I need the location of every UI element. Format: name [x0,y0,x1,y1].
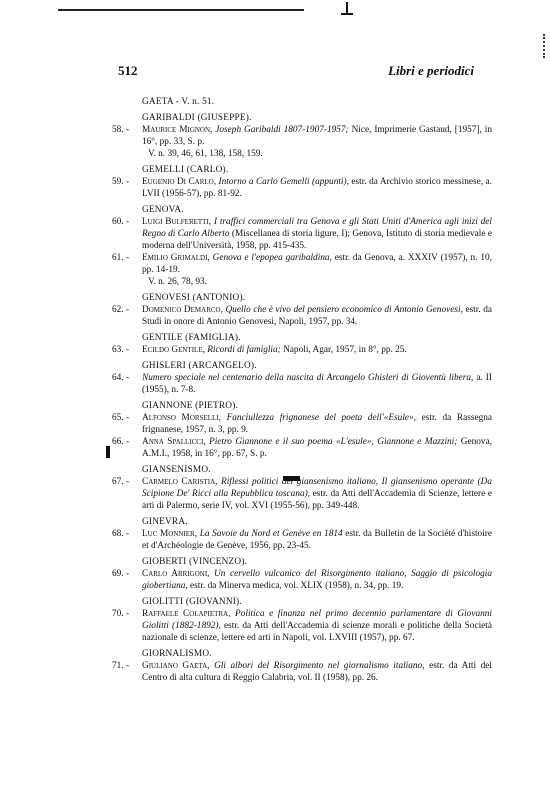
bibliography-entry [112,568,492,592]
entry-number: 62. - [112,305,130,315]
subject-heading: GIOBERTI (VINCENZO). [142,557,248,567]
entry-number: 64. - [112,373,130,383]
bibliography-entry [112,176,492,200]
entry-number: 68. - [112,529,130,539]
page-number: 512 [118,63,138,78]
bibliography-entry [112,436,492,460]
entry-details: estr. da Genova, a. XXXIV (1957), n. 10, pp. 14-19. [142,253,493,275]
subject-heading: GIORNALISMO. [142,649,212,659]
entry-title: Quello che è vivo del pensiero economico di Antonio Genovesi, [225,305,463,315]
entry-number: 58. - [112,125,130,135]
entry-details: (Miscellanea di storia ligure, I); Genova, Istituto di storia medievale e moderna dell'Università, 1958, pp. 415-435. [142,229,493,251]
entry-author: Eugenio Di Carlo, [142,177,217,187]
subject-heading: GEMELLI (CARLO). [142,165,229,175]
entry-details: Nice, Imprimerie Gastaud, [1957], in 16°, pp. 33, S. p. [142,125,492,147]
entry-author: Maurice Mignon, [142,125,213,135]
entry-number: 65. - [112,413,130,423]
subject-heading: GAETA - V. n. 51. [142,97,215,107]
top-rule [58,9,304,11]
entry-details: estr. da Minerva medica, vol. XLIX (1958), n. 34, pp. 19. [190,581,404,591]
subject-heading: GENTILE (FAMIGLIA). [142,333,241,343]
entry-details: estr. da Studi in onore di Antonio Genovesi, Napoli, 1957, pp. 34. [142,305,492,327]
entry-author: Alfonso Morselli, [142,413,221,423]
entry-number: 71. - [112,661,130,671]
entry-title: Gli albori del Risorgimento nel giornalismo italiano, [214,661,425,671]
entry-title: Numero speciale nel centenario della nascita di Arcangelo Ghisleri di Gioventù libera, [142,373,474,383]
entry-author: Raffaele Colapietra, [142,609,231,619]
entry-author: Domenico Demarco, [142,305,223,315]
bibliography-entry [112,528,492,552]
entry-title: I traffici commerciali tra Genova e gli Stati Uniti d'America agli inizi del Regno di Carlo Alberto [142,217,492,239]
entry-title: Intorno a Carlo Gemelli (appunti), [218,177,349,187]
bibliography-list [112,96,492,684]
entry-number: 59. - [112,177,130,187]
bibliography-entry [112,304,492,328]
subject-heading: GENOVA. [142,205,184,215]
cross-reference: V. n. 39, 46, 61, 138, 158, 159. [148,149,263,159]
entry-author: Ecildo Gentile, [142,345,205,355]
entry-details: estr. da Atti dell'Accademia di Scienze, lettere e arti di Palermo, serie IV, vol. XVI (1955-56), pp. 349-448. [142,489,492,511]
bibliography-entry [112,216,492,252]
entry-title: Ricordi di famiglia; [207,345,281,355]
bibliography-entry [112,344,492,356]
entry-number: 66. - [112,437,130,447]
entry-title: Fanciullezza frignanese del poeta dell'«Esule», [226,413,417,423]
entry-details: estr. da Bulletin de la Société d'histoire et d'Archéologie de Genève, 1956, pp. 23-45. [142,529,493,551]
entry-author: Giuliano Gaeta, [142,661,210,671]
entry-title: Joseph Garibaldi 1807-1907-1957; [215,125,349,135]
entry-number: 69. - [112,569,130,579]
entry-number: 60. - [112,217,130,227]
entry-author: Luigi Bulferetti, [142,217,212,227]
bibliography-entry [112,252,492,276]
entry-number: 67. - [112,477,130,487]
bibliography-entry [112,372,492,396]
entry-author: Anna Spallicci, [142,437,206,447]
subject-heading: GARIBALDI (GIUSEPPE). [142,113,252,123]
bibliography-entry [112,476,492,512]
subject-heading: GIANNONE (PIETRO). [142,401,239,411]
entry-title: Genova e l'epopea garibaldina, [212,253,332,263]
bibliography-entry [112,660,492,684]
entry-details: Napoli, Agar, 1957, in 8°, pp. 25. [283,345,407,355]
running-title: Libri e periodici [388,63,474,78]
entry-details: a. II (1955), n. 7-8. [142,373,492,395]
bibliography-entry [112,412,492,436]
entry-title: Politica e finanza nel primo decennio parlamentare di Giovanni Giolitti (1882-1892), [142,609,492,631]
entry-author: Carmelo Caristia, [142,477,218,487]
subject-heading: GIOLITTI (GIOVANNI). [142,597,242,607]
subject-heading: GENOVESI (ANTONIO). [142,293,246,303]
entry-details: estr. da Atti del Centro di alta cultura di Reggio Calabria, vol. II (1958), pp. 26. [142,661,492,683]
entry-title: Pietro Giannone e il suo poema «L'esule», Giannone e Mazzini; [209,437,458,447]
margin-mark [543,34,548,58]
entry-author: Emilio Grimaldi, [142,253,210,263]
entry-details: estr. da Rassegna frignanese, 1957, n. 3, pp. 9. [142,413,492,435]
entry-details: estr. da Archivio storico messinese, a. LVII (1956-57), pp. 81-92. [142,177,493,199]
entry-author: Luc Monnier, [142,529,198,539]
entry-number: 70. - [112,609,130,619]
page-header [118,63,474,83]
bibliography-entry [112,124,492,148]
entry-number: 63. - [112,345,130,355]
print-mark [341,2,353,16]
entry-title: La Savoie du Nord et Genève en 1814 [199,529,343,539]
entry-details: estr. da Atti dell'Accademia di scienze morali e politiche della Società nazionale di scienze, lettere ed arti in Napoli, vol. LXVIII (1957), pp. 67. [142,621,492,643]
entry-number: 61. - [112,253,130,263]
cross-reference: V. n. 26, 78, 93. [148,277,207,287]
subject-heading: GHISLERI (ARCANGELO). [142,361,257,371]
entry-author: Carlo Arrigoni, [142,569,210,579]
subject-heading: GIANSENISMO. [142,465,211,475]
entry-title: Riflessi politici del giansenismo italiano, Il giansenismo operante (Da Scipione De' Ricci alla Repubblica toscana), [142,477,492,499]
entry-title: Un cervello vulcanico del Risorgimento italiano, Saggio di psicologia giobertiana, [142,569,492,591]
entry-details: Genova, A.M.I., 1958, in 16°, pp. 67, S. p. [142,437,493,459]
bibliography-entry [112,608,492,644]
subject-heading: GINEVRA. [142,517,188,527]
